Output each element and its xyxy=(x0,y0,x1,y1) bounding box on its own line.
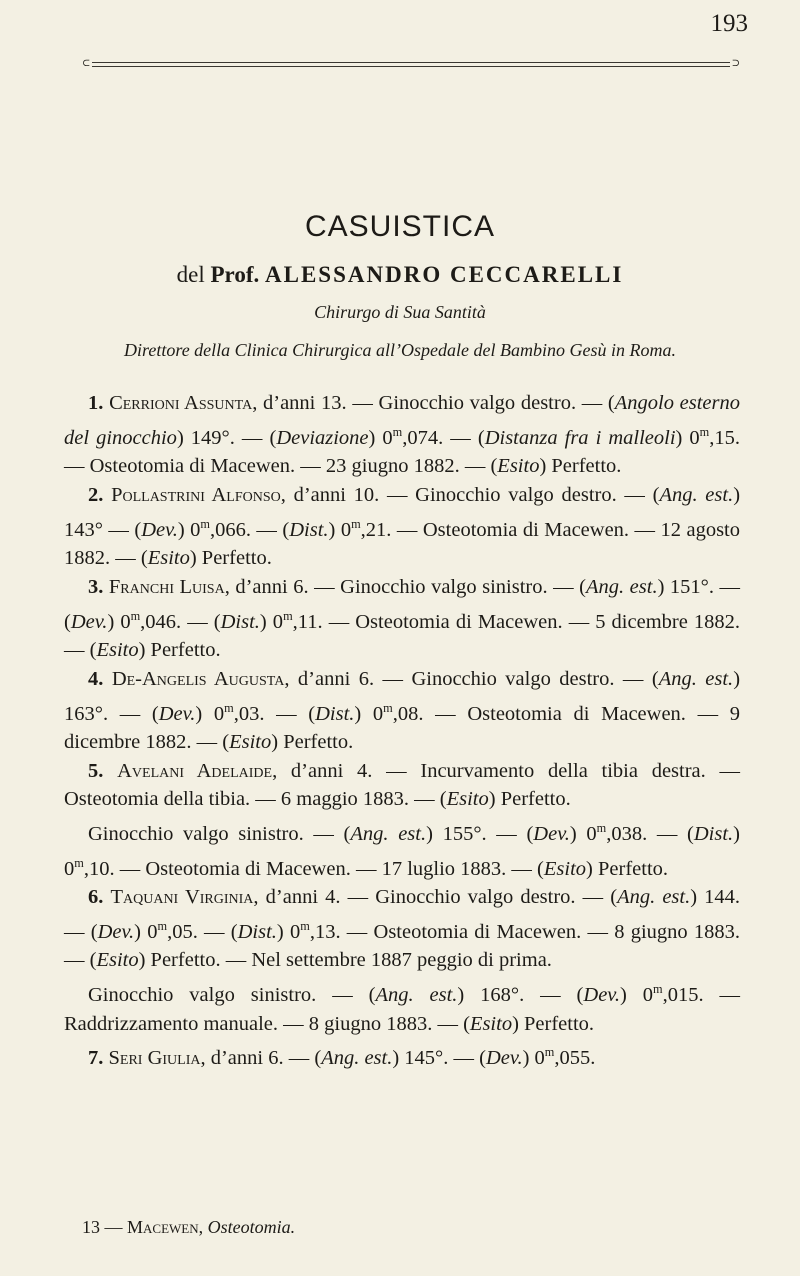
footer-title: Osteotomia. xyxy=(207,1217,296,1237)
footer-number: 13 xyxy=(82,1217,100,1237)
case-list xyxy=(64,389,740,1073)
case-2: 2. Pollastrini Alfonso, d’anni 10. — Ginocchio valgo destro. — (Ang. est.) 143° — (Dev.) 0$^m$,066. — (Dist.) 0$^m$,21. — Osteotomia di Macewen. — 12 agosto 1882. — (Esito) Perfetto. xyxy=(64,483,741,570)
case-4: 4. De-Angelis Augusta, d’anni 6. — Ginocchio valgo destro. — (Ang. est.) 163°. — (Dev.) 0$^m$,03. — (Dist.) 0$^m$,08. — Osteotomia di Macewen. — 9 dicembre 1882. — (Esito) Perfetto. xyxy=(64,667,741,754)
case-7: 7. Seri Giulia, d’anni 6. — (Ang. est.) 145°. — (Dev.) 0$^m$,055. xyxy=(88,1045,596,1070)
title: CASUISTICA xyxy=(304,210,496,243)
byline-del: del xyxy=(176,262,205,287)
footer-dash: — xyxy=(104,1217,123,1237)
case-6-part-b: Ginocchio valgo sinistro. — (Ang. est.) 168°. — (Dev.) 0$^m$,015. — Raddrizzamento manuale. — 8 giugno 1883. — (Esito) Perfetto. xyxy=(64,982,740,1035)
case-3: 3. Franchi Luisa, d’anni 6. — Ginocchio valgo sinistro. — (Ang. est.) 151°. — (Dev.) 0$^m$,046. — (Dist.) 0$^m$,11. — Osteotomia di Macewen. — 5 dicembre 1882. — (Esito) Perfetto. xyxy=(64,575,741,662)
case-1: 1. Cerrioni Assunta, d’anni 13. — Ginocchio valgo destro. — (Angolo esterno del ginocchio) 149°. — (Deviazione) 0$^m$,074. — (Distanza fra i malleoli) 0$^m$,15. — Osteotomia di Macewen. — 23 giugno 1882. — (Esito) Perfetto. xyxy=(64,392,741,478)
case-5-part-b: Ginocchio valgo sinistro. — (Ang. est.) 155°. — (Dev.) 0$^m$,038. — (Dist.) 0$^m$,10. — Osteotomia di Macewen. — 17 luglio 1883. — (Esito) Perfetto. xyxy=(64,821,740,880)
footer-signature: 13 — Macewen, Osteotomia. xyxy=(82,1217,296,1237)
case-6-part-a: 6. Taquani Virginia, d’anni 4. — Ginocchio valgo destro. — (Ang. est.) 144. — (Dev.) 0$^m$,05. — (Dist.) 0$^m$,13. — Osteotomia di Macewen. — 8 giugno 1883. — (Esito) Perfetto. — Nel settembre 1887 peggio di prima. xyxy=(64,886,741,972)
byline-prof: Prof. xyxy=(210,262,260,287)
subtitle-chirurgo: Chirurgo di Sua Santità xyxy=(314,302,486,322)
case-5-part-a: 5. Avelani Adelaide, d’anni 4. — Incurvamento della tibia destra. — Osteotomia della tibia. — 6 maggio 1883. — (Esito) Perfetto. xyxy=(64,759,740,811)
byline-name: ALESSANDRO CECCARELLI xyxy=(265,262,624,287)
page-number: 193 xyxy=(710,10,748,37)
rule-end-right: ⊃ xyxy=(731,58,740,69)
footer-name: Macewen xyxy=(127,1217,199,1237)
byline xyxy=(0,262,800,288)
double-rule xyxy=(82,58,740,69)
subtitle-direttore: Direttore della Clinica Chirurgica all’Ospedale del Bambino Gesù in Roma. xyxy=(124,340,676,360)
rule-end-left: ⊂ xyxy=(82,58,91,69)
